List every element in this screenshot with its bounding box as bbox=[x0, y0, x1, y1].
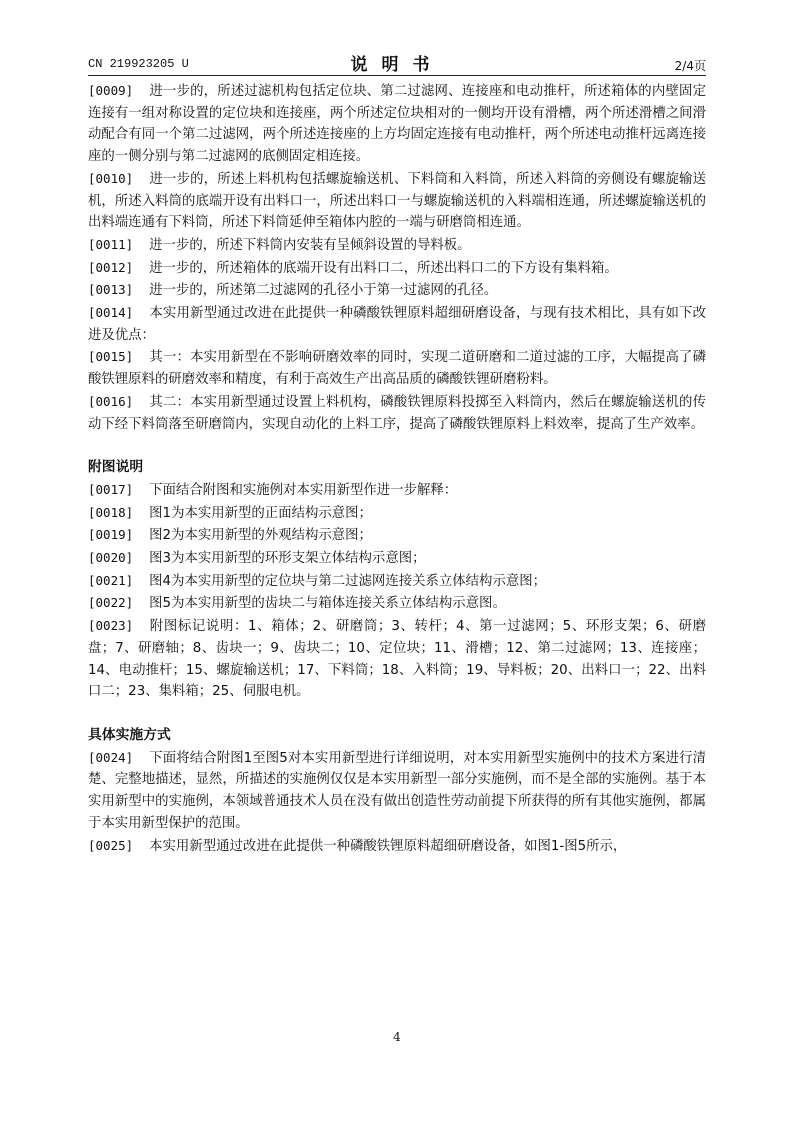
paragraph-text: 图4为本实用新型的定位块与第二过滤网连接关系立体结构示意图； bbox=[149, 573, 547, 589]
paragraph-text: 进一步的，所述上料机构包括螺旋输送机、下料筒和入料筒，所述入料筒的旁侧设有螺旋输送机，所述入料筒的底端开设有出料口一，所述出料口一与螺旋输送机的入料端相连通，所述螺旋输送机的出料端连通有下料筒，所述下料筒延伸至箱体内腔的一端与研磨筒相连通。 bbox=[88, 171, 706, 231]
paragraph-number: [0020] bbox=[88, 550, 134, 566]
paragraph-number: [0011] bbox=[88, 236, 134, 252]
paragraph-text: 其二：本实用新型通过设置上料机构，磷酸铁锂原料投掷至入料筒内，然后在螺旋输送机的传动下经下料筒落至研磨筒内，实现自动化的上料工序，提高了磷酸铁锂原料上料效率，提高了生产效率。 bbox=[88, 394, 706, 432]
paragraph-number: [0010] bbox=[88, 170, 134, 186]
paragraph-number: [0018] bbox=[88, 504, 134, 520]
page-header bbox=[88, 50, 706, 74]
paragraph-text: 图1为本实用新型的正面结构示意图； bbox=[149, 505, 372, 521]
paragraph-0009 bbox=[88, 80, 706, 168]
paragraph-number: [0016] bbox=[88, 393, 134, 409]
section-title-drawings: 附图说明 bbox=[88, 459, 144, 476]
paragraph-text: 进一步的，所述下料筒内安装有呈倾斜设置的导料板。 bbox=[149, 237, 471, 253]
section-gap bbox=[88, 703, 706, 725]
paragraph-0021 bbox=[88, 570, 706, 593]
paragraph-0014 bbox=[88, 302, 706, 346]
paragraph-0024 bbox=[88, 747, 706, 835]
section-title-embodiments: 具体实施方式 bbox=[88, 726, 171, 743]
paragraph-number: [0014] bbox=[88, 305, 134, 321]
paragraph-text: 进一步的，所述第二过滤网的孔径小于第一过滤网的孔径。 bbox=[149, 283, 498, 299]
paragraph-0013 bbox=[88, 279, 706, 302]
paragraph-text: 图5为本实用新型的齿块二与箱体连接关系立体结构示意图。 bbox=[149, 596, 506, 612]
paragraph-text: 本实用新型通过改进在此提供一种磷酸铁锂原料超细研磨设备，如图1-图5所示， bbox=[149, 838, 627, 854]
paragraph-text: 下面结合附图和实施例对本实用新型作进一步解释： bbox=[149, 482, 458, 498]
header-rule bbox=[88, 75, 706, 76]
paragraph-number: [0022] bbox=[88, 595, 134, 611]
page-ratio: 2/4页 bbox=[674, 59, 706, 73]
section-gap bbox=[88, 435, 706, 457]
paragraph-text: 进一步的，所述过滤机构包括定位块、第二过滤网、连接座和电动推杆，所述箱体的内壁固定连接有一组对称设置的定位块和连接座，两个所述定位块相对的一侧均开设有滑槽，两个所述滑槽之间滑动配合有同一个第二过滤网，两个所述连接座的上方均固定连接有电动推杆，两个所述电动推杆远离连接座的一侧分别与第二过滤网的底侧固定相连接。 bbox=[88, 84, 706, 165]
paragraph-number: [0015] bbox=[88, 349, 134, 365]
paragraph-text: 进一步的，所述箱体的底端开设有出料口二，所述出料口二的下方设有集料箱。 bbox=[149, 260, 618, 276]
document-title: 说明书 bbox=[350, 55, 444, 75]
paragraph-text: 附图标记说明：1、箱体；2、研磨筒；3、转杆；4、第一过滤网；5、环形支架；6、研磨盘；7、研磨轴；8、齿块一；9、齿块二；10、定位块；11、滑槽；12、第二过滤网；13、连接座；14、电动推杆；15、螺旋输送机；17、下料筒；18、入料筒；19、导料板；20、出料口一；22、出料口二；23、集料箱；25、伺服电机。 bbox=[88, 619, 706, 700]
paragraph-0019 bbox=[88, 524, 706, 547]
page-number: 4 bbox=[393, 1030, 401, 1044]
paragraph-number: [0012] bbox=[88, 259, 134, 275]
paragraph-number: [0013] bbox=[88, 282, 134, 298]
paragraph-0025 bbox=[88, 835, 706, 858]
paragraph-number: [0021] bbox=[88, 572, 134, 588]
publication-number: CN 219923205 U bbox=[88, 57, 189, 71]
paragraph-0011 bbox=[88, 234, 706, 257]
paragraph-0012 bbox=[88, 257, 706, 280]
paragraph-number: [0025] bbox=[88, 837, 134, 853]
paragraph-0010 bbox=[88, 168, 706, 234]
paragraph-0016 bbox=[88, 391, 706, 435]
paragraph-0017 bbox=[88, 479, 706, 502]
paragraph-text: 下面将结合附图1至图5对本实用新型进行详细说明，对本实用新型实施例中的技术方案进行清楚、完整地描述，显然，所描述的实施例仅仅是本实用新型一部分实施例，而不是全部的实施例。基于本实用新型中的实施例，本领域普通技术人员在没有做出创造性劳动前提下所获得的所有其他实施例，都属于本实用新型保护的范围。 bbox=[88, 750, 706, 831]
document-body bbox=[88, 80, 706, 857]
paragraph-0023 bbox=[88, 615, 706, 703]
paragraph-text: 本实用新型通过改进在此提供一种磷酸铁锂原料超细研磨设备，与现有技术相比，具有如下改进及优点： bbox=[88, 306, 706, 343]
paragraph-number: [0009] bbox=[88, 83, 134, 98]
paragraph-number: [0017] bbox=[88, 481, 134, 497]
paragraph-number: [0024] bbox=[88, 749, 134, 765]
paragraph-text: 图2为本实用新型的外观结构示意图； bbox=[149, 528, 372, 544]
paragraph-number: [0023] bbox=[88, 618, 134, 634]
paragraph-text: 图3为本实用新型的环形支架立体结构示意图； bbox=[149, 551, 426, 567]
paragraph-0015 bbox=[88, 346, 706, 390]
paragraph-number: [0019] bbox=[88, 527, 134, 543]
paragraph-0022 bbox=[88, 592, 706, 615]
paragraph-0020 bbox=[88, 547, 706, 570]
paragraph-text: 其一：本实用新型在不影响研磨效率的同时，实现二道研磨和二道过滤的工序，大幅提高了磷酸铁锂原料的研磨效率和精度，有利于高效生产出高品质的磷酸铁锂研磨粉料。 bbox=[88, 350, 706, 388]
paragraph-0018 bbox=[88, 502, 706, 525]
